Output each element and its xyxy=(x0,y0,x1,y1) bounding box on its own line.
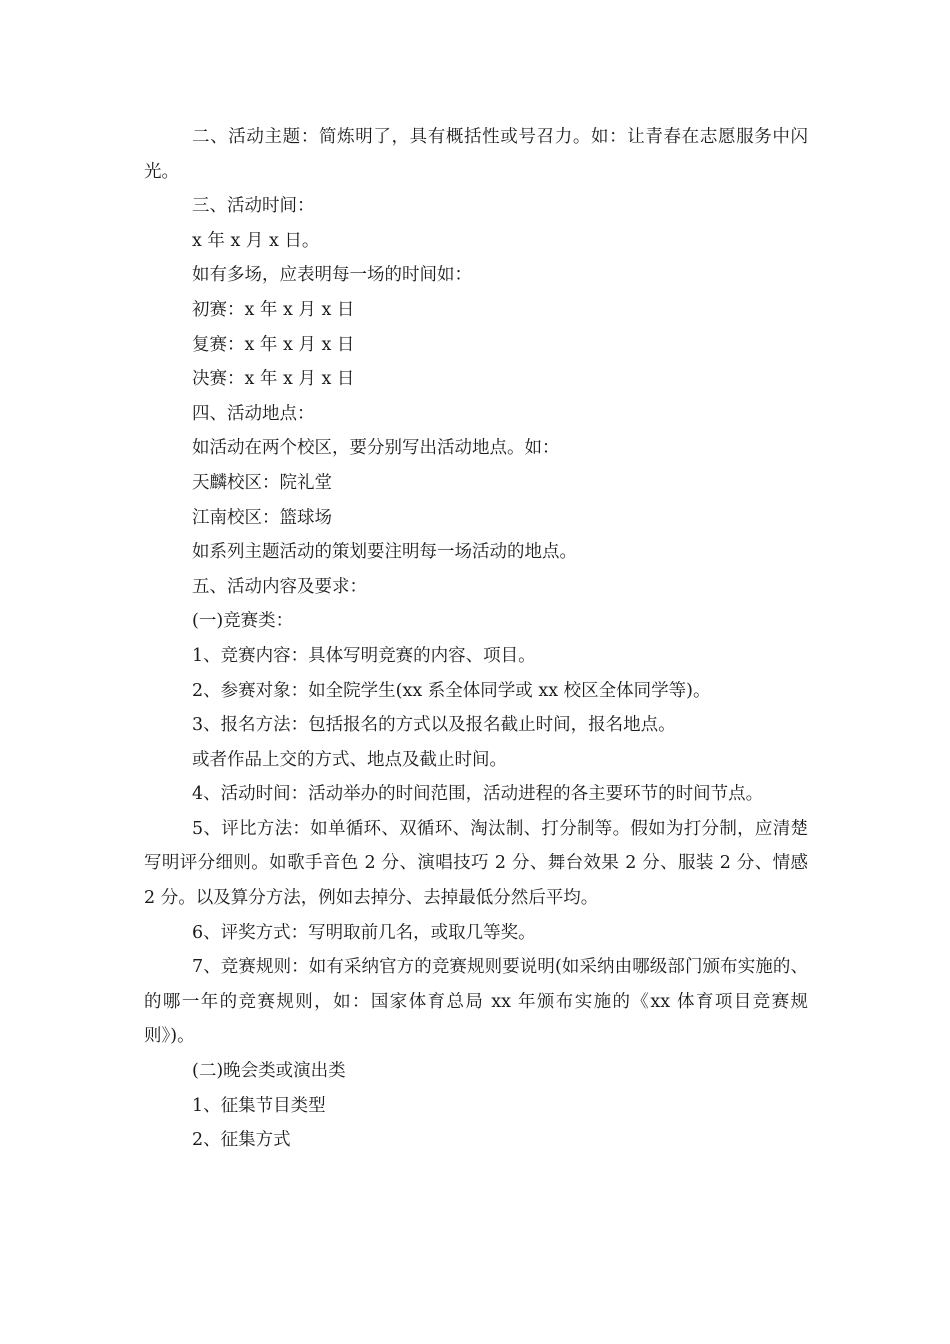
heading-gala: (二)晚会类或演出类 xyxy=(192,1061,346,1082)
paragraph-activity-theme: 二、活动主题：简炼明了，具有概括性或号召力。如：让青春在志愿服务中闪光。 xyxy=(144,127,808,182)
paragraph-evaluation: 5、评比方法：如单循环、双循环、淘汰制、打分制等。假如为打分制，应清楚写明评分细则。如歌手音色 2 分、演唱技巧 2 分、舞台效果 2 分、服装 2 分、情感 2 分。以及算分方法，例如去掉分、去掉最低分然后平均。 xyxy=(144,818,808,909)
paragraph-semifinal: 复赛：x 年 x 月 x 日 xyxy=(192,334,355,355)
paragraph-final: 决赛：x 年 x 月 x 日 xyxy=(192,369,355,390)
heading-activity-location: 四、活动地点： xyxy=(192,403,315,424)
paragraph-series-locations: 如系列主题活动的策划要注明每一场活动的地点。 xyxy=(192,542,577,563)
paragraph-registration: 3、报名方法：包括报名的方式以及报名截止时间，报名地点。 xyxy=(192,715,676,736)
paragraph-rules: 7、竞赛规则：如有采纳官方的竞赛规则要说明(如采纳由哪级部门颁布实施的、的哪一年的竞赛规则，如：国家体育总局 xx 年颁布实施的《xx 体育项目竞赛规则》)。 xyxy=(144,957,808,1047)
paragraph-participants: 2、参赛对象：如全院学生(xx 系全体同学或 xx 校区全体同学等)。 xyxy=(192,680,711,701)
paragraph-program-types: 1、征集节目类型 xyxy=(192,1095,326,1116)
paragraph-awards: 6、评奖方式：写明取前几名，或取几等奖。 xyxy=(192,922,536,943)
heading-activity-time: 三、活动时间： xyxy=(192,196,315,217)
paragraph-competition-content: 1、竞赛内容：具体写明竞赛的内容、项目。 xyxy=(192,645,536,666)
document-body xyxy=(144,120,808,1158)
paragraph-tianlin-campus: 天麟校区：院礼堂 xyxy=(192,472,332,493)
heading-content-requirements: 五、活动内容及要求： xyxy=(192,576,367,597)
heading-competition: (一)竞赛类： xyxy=(192,611,294,632)
paragraph-two-campuses: 如活动在两个校区，要分别写出活动地点。如： xyxy=(192,438,560,459)
paragraph-submission: 或者作品上交的方式、地点及截止时间。 xyxy=(192,749,507,770)
paragraph-date: x 年 x 月 x 日。 xyxy=(192,230,320,251)
paragraph-collection-method: 2、征集方式 xyxy=(192,1130,291,1151)
paragraph-multiple-sessions: 如有多场，应表明每一场的时间如： xyxy=(192,265,472,286)
paragraph-preliminary: 初赛：x 年 x 月 x 日 xyxy=(192,299,355,320)
paragraph-jiangnan-campus: 江南校区：篮球场 xyxy=(192,507,332,528)
paragraph-schedule: 4、活动时间：活动举办的时间范围，活动进程的各主要环节的时间节点。 xyxy=(192,784,764,805)
